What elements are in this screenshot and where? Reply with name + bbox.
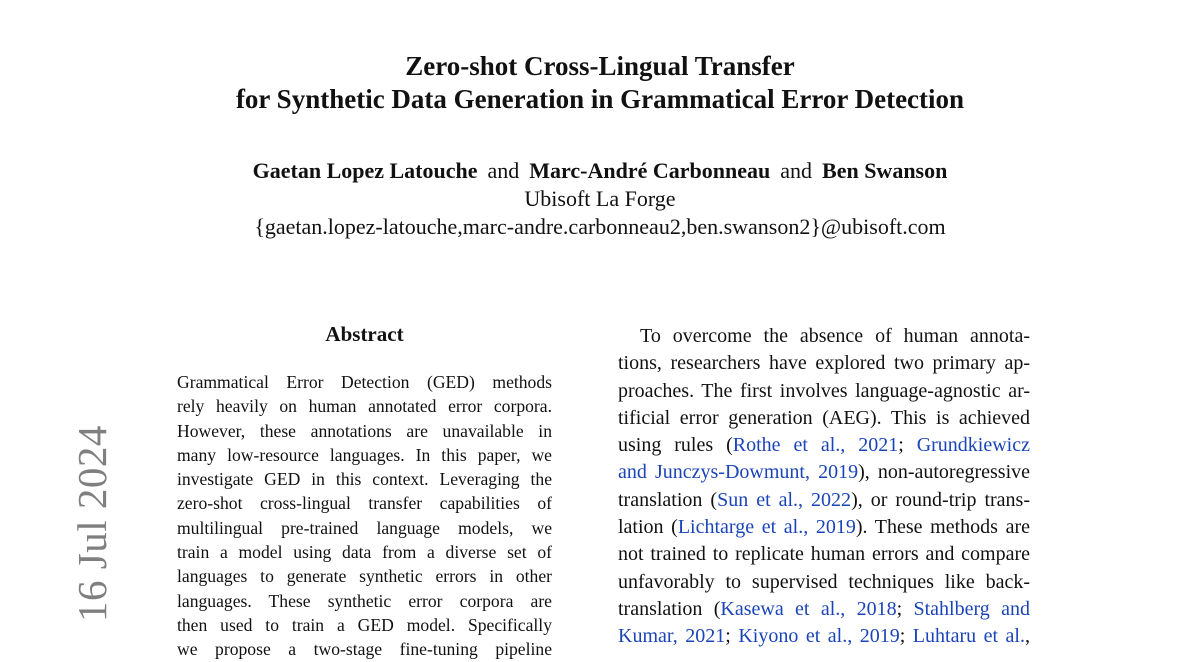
- body-line: tificial error generation (AEG). This is achieved: [618, 406, 1030, 429]
- body-line: To overcome the absence of human annota-: [640, 325, 1030, 347]
- author-emails: {gaetan.lopez-latouche,marc-andre.carbonneau2,ben.swanson2}@ubisoft.com: [254, 214, 946, 239]
- abstract-line: rely heavily on human annotated error corpora.: [177, 396, 552, 417]
- body-text: lation (: [618, 516, 678, 539]
- citation-link-sun[interactable]: Sun et al., 2022: [717, 488, 852, 511]
- body-text: ;: [725, 625, 739, 648]
- abstract-line: languages to generate synthetic errors in other: [177, 566, 552, 587]
- abstract-heading: Abstract: [325, 322, 404, 346]
- author-block: [0, 157, 1200, 241]
- citation-link-kasewa[interactable]: Kasewa et al., 2018: [720, 597, 897, 620]
- citation-link-luhtaru[interactable]: Luhtaru et al.: [912, 625, 1025, 648]
- body-text: translation (: [618, 488, 718, 511]
- body-text: ). These methods are: [855, 516, 1030, 539]
- title-line-2: for Synthetic Data Generation in Grammatical Error Detection: [235, 84, 965, 114]
- body-text: ), or round-trip trans-: [851, 488, 1030, 511]
- author-1: Gaetan Lopez Latouche: [252, 158, 478, 183]
- body-line: [618, 623, 1030, 650]
- author-2: Marc-André Carbonneau: [529, 158, 771, 183]
- body-line: tions, researchers have explored two primary ap-: [618, 352, 1030, 375]
- author-3: Ben Swanson: [822, 158, 948, 183]
- abstract-line: Grammatical Error Detection (GED) methods: [177, 372, 552, 392]
- citation-link-stahlberg[interactable]: Stahlberg and: [913, 597, 1030, 620]
- abstract-text: [177, 370, 552, 662]
- citation-link-stahlberg-cont[interactable]: Kumar, 2021: [618, 625, 726, 648]
- intro-paragraph: [618, 323, 1030, 651]
- body-line: [618, 459, 1030, 486]
- abstract-line: we propose a two-stage fine-tuning pipeline: [177, 639, 552, 660]
- citation-link-kiyono[interactable]: Kiyono et al., 2019: [738, 625, 900, 648]
- abstract-line: then used to train a GED model. Specifically: [177, 614, 552, 635]
- body-text: ;: [896, 597, 914, 620]
- body-line: [618, 514, 1030, 541]
- body-line: proaches. The first involves language-agnostic ar-: [618, 379, 1030, 402]
- body-text: ,: [1025, 625, 1030, 648]
- body-text: translation (: [618, 597, 721, 620]
- citation-link-grundkiewicz-cont[interactable]: and Junczys-Dowmunt, 2019: [618, 461, 859, 484]
- body-text: ;: [899, 625, 913, 648]
- abstract-line: investigate GED in this context. Leveraging the: [177, 469, 552, 490]
- body-text: using rules (: [618, 434, 733, 457]
- author-and-1: and: [487, 158, 520, 183]
- author-names: [0, 157, 1200, 185]
- affiliation: Ubisoft La Forge: [524, 186, 676, 211]
- abstract-line: train a model using data from a diverse set of: [177, 542, 552, 563]
- abstract-line: multilingual pre-trained language models, we: [177, 517, 552, 538]
- citation-link-grundkiewicz[interactable]: Grundkiewicz: [916, 434, 1030, 457]
- body-text: ;: [898, 434, 917, 457]
- citation-link-lichtarge[interactable]: Lichtarge et al., 2019: [677, 516, 856, 539]
- abstract-line: However, these annotations are unavailable in: [177, 420, 552, 441]
- title-line-1: Zero-shot Cross-Lingual Transfer: [405, 51, 795, 81]
- arxiv-date-text: 16 Jul 2024: [69, 425, 115, 622]
- abstract-line: languages. These synthetic error corpora are: [177, 590, 552, 611]
- body-line: [618, 596, 1030, 623]
- body-text: ), non-autoregressive: [858, 461, 1031, 484]
- body-line: [618, 487, 1030, 514]
- author-and-2: and: [780, 158, 813, 183]
- arxiv-date-stamp: [26, 425, 115, 632]
- citation-link-rothe[interactable]: Rothe et al., 2021: [732, 434, 899, 457]
- body-line: not trained to replicate human errors and compare: [618, 543, 1030, 566]
- abstract-line: zero-shot cross-lingual transfer capabilities of: [177, 493, 552, 514]
- body-line: [618, 432, 1030, 459]
- abstract-line: many low-resource languages. In this paper, we: [177, 444, 552, 465]
- paper-title: [0, 50, 1200, 116]
- body-line: unfavorably to supervised techniques like back-: [618, 570, 1030, 593]
